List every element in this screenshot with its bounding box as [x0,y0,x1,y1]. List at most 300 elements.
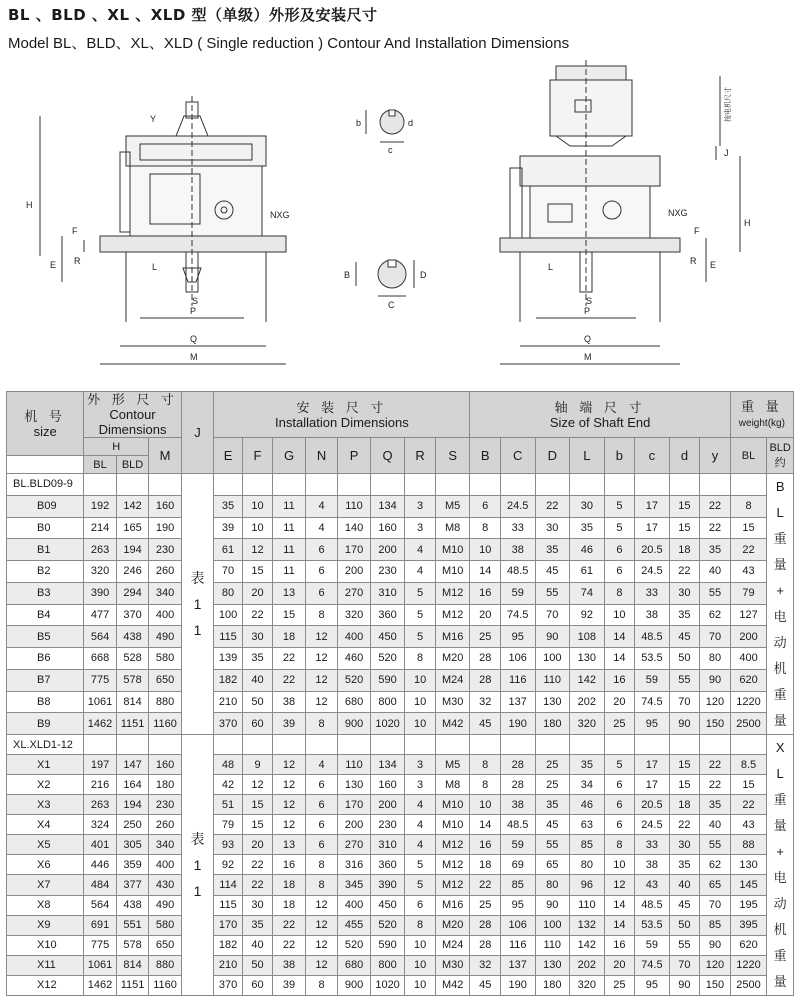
value-cell: 90 [535,626,570,648]
size-cell: X8 [7,895,84,915]
value-cell: 668 [84,648,117,670]
value-cell: 48.5 [500,815,535,835]
value-cell: 32 [470,691,500,713]
value-cell: 95 [500,895,535,915]
dim-M-right: M [584,352,592,362]
value-cell: 39 [273,713,306,735]
section-blank-cell [470,735,500,755]
value-cell: 61 [570,561,605,583]
value-cell: 680 [338,955,371,975]
value-cell: 1220 [730,691,767,713]
table-body [7,474,794,996]
value-cell: 260 [149,561,182,583]
value-cell: 110 [535,669,570,691]
value-cell: 18 [669,539,699,561]
note-char: B [775,479,785,494]
value-cell: M16 [435,895,470,915]
value-cell: 12 [305,955,338,975]
value-cell: 180 [535,713,570,735]
size-cell: X5 [7,835,84,855]
value-cell: 691 [84,915,117,935]
value-cell: M8 [435,775,470,795]
value-cell: 9 [242,755,272,775]
value-cell: 450 [370,895,405,915]
value-cell: 46 [570,795,605,815]
value-cell: 14 [604,626,634,648]
value-cell: 120 [700,691,731,713]
value-cell: 6 [604,795,634,815]
header-H: H [84,438,149,456]
value-cell: 80 [214,582,242,604]
header-weight-bl: BL [730,438,767,474]
value-cell: 360 [370,855,405,875]
section-blank-cell [500,474,535,496]
value-cell: 11 [273,539,306,561]
value-cell: 210 [214,955,242,975]
section-row [7,735,794,755]
size-cell: X2 [7,775,84,795]
value-cell: 3 [405,495,435,517]
value-cell: 16 [470,582,500,604]
section-blank-cell [500,735,535,755]
value-cell: 6 [305,775,338,795]
value-cell: 22 [470,875,500,895]
dim-E-right: E [710,260,717,270]
value-cell: 28 [500,755,535,775]
header-B: B [470,438,500,474]
value-cell: 142 [116,495,149,517]
note-char: 1 [193,596,202,612]
value-cell: 12 [604,875,634,895]
dim-E-left: E [50,260,57,270]
value-cell: 106 [500,915,535,935]
value-cell: 294 [116,582,149,604]
value-cell: 192 [84,495,117,517]
value-cell: 55 [700,582,731,604]
size-cell: B9 [7,713,84,735]
value-cell: 12 [242,775,272,795]
table-row [7,604,794,626]
table-row [7,855,794,875]
value-cell: 1160 [149,713,182,735]
section-blank-cell [338,474,371,496]
value-cell: 150 [700,975,731,995]
section-blank-cell [535,474,570,496]
value-cell: 130 [535,955,570,975]
value-cell: 6 [405,895,435,915]
note-char: 表 [190,831,205,847]
size-cell: B8 [7,691,84,713]
value-cell: 51 [214,795,242,815]
value-cell: 490 [149,895,182,915]
value-cell: M12 [435,835,470,855]
value-cell: M12 [435,604,470,626]
dim-H-left: H [26,200,33,210]
value-cell: 6 [470,495,500,517]
value-cell: 95 [500,626,535,648]
value-cell: 814 [116,691,149,713]
value-cell: 110 [535,935,570,955]
value-cell: 74.5 [635,691,670,713]
value-cell: 15 [242,795,272,815]
value-cell: 11 [273,495,306,517]
value-cell: 8 [604,582,634,604]
value-cell: 35 [242,915,272,935]
value-cell: 1462 [84,975,117,995]
value-cell: 38 [500,539,535,561]
value-cell: 1020 [370,975,405,995]
value-cell: 250 [116,815,149,835]
value-cell: 6 [604,775,634,795]
value-cell: 775 [84,935,117,955]
value-cell: 35 [535,795,570,815]
value-cell: 4 [405,815,435,835]
value-cell: 35 [535,539,570,561]
table-row [7,691,794,713]
value-cell: M10 [435,561,470,583]
value-cell: 92 [570,604,605,626]
table-row [7,626,794,648]
value-cell: 12 [242,539,272,561]
value-cell: 3 [405,517,435,539]
value-cell: 528 [116,648,149,670]
value-cell: 12 [273,795,306,815]
j-note [181,735,214,996]
value-cell: 8.5 [730,755,767,775]
value-cell: 132 [570,915,605,935]
value-cell: 438 [116,626,149,648]
value-cell: 370 [116,604,149,626]
value-cell: 10 [405,713,435,735]
value-cell: 70 [669,691,699,713]
value-cell: 18 [273,875,306,895]
value-cell: 15 [669,495,699,517]
value-cell: 160 [149,755,182,775]
value-cell: 38 [273,955,306,975]
value-cell: 65 [535,855,570,875]
value-cell: 16 [273,855,306,875]
right-reducer-view [500,60,751,364]
value-cell: 43 [730,561,767,583]
value-cell: 62 [700,604,731,626]
value-cell: 202 [570,955,605,975]
value-cell: 182 [214,935,242,955]
value-cell: M24 [435,935,470,955]
table-row [7,517,794,539]
value-cell: 22 [669,561,699,583]
value-cell: 520 [338,669,371,691]
value-cell: 92 [214,855,242,875]
value-cell: 263 [84,795,117,815]
value-cell: 14 [470,561,500,583]
value-cell: 93 [214,835,242,855]
value-cell: 14 [470,815,500,835]
value-cell: 4 [405,561,435,583]
value-cell: 15 [242,561,272,583]
value-cell: 160 [370,517,405,539]
value-cell: 12 [273,775,306,795]
section-blank-cell [405,735,435,755]
value-cell: 115 [214,626,242,648]
value-cell: 216 [84,775,117,795]
value-cell: 12 [305,915,338,935]
value-cell: 230 [149,795,182,815]
value-cell: 520 [338,935,371,955]
dim-L-left: L [152,262,158,272]
note-char: + [776,844,784,859]
value-cell: M42 [435,975,470,995]
value-cell: 50 [242,691,272,713]
section-blank-cell [435,474,470,496]
value-cell: 79 [730,582,767,604]
value-cell: 10 [242,495,272,517]
value-cell: M30 [435,955,470,975]
value-cell: 110 [570,895,605,915]
value-cell: 88 [730,835,767,855]
value-cell: 43 [730,815,767,835]
value-cell: 16 [604,669,634,691]
header-H-bl: BL [84,456,117,474]
value-cell: 90 [700,669,731,691]
value-cell: 10 [405,955,435,975]
size-cell: X1 [7,755,84,775]
section-blank-cell [242,474,272,496]
value-cell: 25 [535,755,570,775]
value-cell: 142 [570,669,605,691]
size-cell: B5 [7,626,84,648]
section-blank-cell [242,735,272,755]
value-cell: 33 [635,582,670,604]
value-cell: 145 [730,875,767,895]
table-row [7,835,794,855]
value-cell: 12 [305,935,338,955]
value-cell: 578 [116,669,149,691]
dim-R-left: R [74,256,81,266]
value-cell: 1462 [84,713,117,735]
value-cell: 24.5 [500,495,535,517]
value-cell: 70 [700,895,731,915]
header-M: M [149,438,182,474]
value-cell: 32 [470,955,500,975]
value-cell: 13 [273,582,306,604]
value-cell: 90 [669,975,699,995]
value-cell: 139 [214,648,242,670]
value-cell: 446 [84,855,117,875]
value-cell: 22 [535,495,570,517]
value-cell: 400 [149,855,182,875]
section-row [7,474,794,496]
value-cell: 775 [84,669,117,691]
table-row [7,561,794,583]
value-cell: 38 [500,795,535,815]
value-cell: 1151 [116,975,149,995]
value-cell: 310 [370,582,405,604]
dim-b: b [356,118,362,128]
header-size: 机 号 size [7,392,84,456]
value-cell: 12 [305,626,338,648]
value-cell: 10 [405,975,435,995]
value-cell: 30 [242,895,272,915]
section-title: BL.BLD09-9 [7,474,84,496]
section-blank-cell [669,474,699,496]
value-cell: 95 [635,975,670,995]
table-row [7,582,794,604]
value-cell: 246 [116,561,149,583]
value-cell: M5 [435,495,470,517]
value-cell: 55 [669,935,699,955]
note-char: 重 [773,531,787,546]
value-cell: 90 [700,935,731,955]
value-cell: 11 [273,517,306,539]
value-cell: 12 [273,755,306,775]
dim-J: J [724,148,729,158]
header-size-blank [7,456,84,474]
value-cell: 15 [669,755,699,775]
section-blank-cell [435,735,470,755]
section-blank-cell [635,474,670,496]
value-cell: 360 [370,604,405,626]
value-cell: 4 [405,795,435,815]
value-cell: 53.5 [635,648,670,670]
value-cell: M10 [435,539,470,561]
value-cell: 115 [214,895,242,915]
value-cell: 1020 [370,713,405,735]
value-cell: 74.5 [500,604,535,626]
value-cell: 142 [570,935,605,955]
header-D: D [535,438,570,474]
value-cell: 110 [338,495,371,517]
header-S: S [435,438,470,474]
value-cell: 130 [535,691,570,713]
header-weight: 重 量 weight(kg) [730,392,793,438]
dim-L-right: L [548,262,554,272]
value-cell: 800 [370,955,405,975]
header-L: L [570,438,605,474]
section-blank-cell [214,474,242,496]
size-cell: X11 [7,955,84,975]
section-blank-cell [405,474,435,496]
value-cell: 5 [405,582,435,604]
header-N: N [305,438,338,474]
value-cell: 6 [305,539,338,561]
value-cell: 4 [305,517,338,539]
value-cell: 270 [338,582,371,604]
value-cell: 35 [669,604,699,626]
value-cell: 59 [500,835,535,855]
value-cell: M10 [435,815,470,835]
value-cell: 260 [149,815,182,835]
value-cell: 35 [242,648,272,670]
section-blank-cell [84,735,117,755]
section-blank-cell [116,474,149,496]
value-cell: 430 [149,875,182,895]
value-cell: 114 [214,875,242,895]
header-G: G [273,438,306,474]
value-cell: 6 [305,561,338,583]
value-cell: 578 [116,935,149,955]
value-cell: 35 [669,855,699,875]
value-cell: 1061 [84,691,117,713]
value-cell: 22 [242,875,272,895]
technical-drawing [0,56,800,380]
value-cell: 20 [242,582,272,604]
value-cell: M10 [435,795,470,815]
value-cell: M20 [435,915,470,935]
value-cell: 28 [470,915,500,935]
size-cell: X4 [7,815,84,835]
section-blank-cell [700,474,731,496]
value-cell: 620 [730,669,767,691]
section-blank-cell [370,474,405,496]
value-cell: 130 [730,855,767,875]
value-cell: 15 [669,517,699,539]
size-cell: X3 [7,795,84,815]
value-cell: 85 [570,835,605,855]
value-cell: 40 [700,561,731,583]
value-cell: 455 [338,915,371,935]
value-cell: 33 [500,517,535,539]
section-blank-cell [116,735,149,755]
value-cell: 130 [570,648,605,670]
section-blank-cell [604,735,634,755]
value-cell: 74 [570,582,605,604]
value-cell: 324 [84,815,117,835]
note-char: 重 [773,687,787,702]
value-cell: 48.5 [635,626,670,648]
value-cell: 490 [149,626,182,648]
value-cell: 22 [730,539,767,561]
value-cell: 50 [669,915,699,935]
value-cell: 18 [273,895,306,915]
value-cell: 108 [570,626,605,648]
value-cell: 55 [535,582,570,604]
header-contour: 外 形 尺 寸 Contour Dimensions [84,392,182,438]
value-cell: 2500 [730,713,767,735]
value-cell: 15 [242,815,272,835]
value-cell: 1061 [84,955,117,975]
value-cell: 150 [700,713,731,735]
value-cell: M12 [435,582,470,604]
value-cell: 40 [669,875,699,895]
value-cell: M12 [435,875,470,895]
value-cell: 4 [405,835,435,855]
value-cell: 20 [242,835,272,855]
value-cell: 170 [214,915,242,935]
value-cell: 22 [669,815,699,835]
value-cell: 25 [604,975,634,995]
value-cell: 10 [405,669,435,691]
value-cell: 160 [149,495,182,517]
value-cell: 70 [214,561,242,583]
size-cell: X12 [7,975,84,995]
value-cell: 305 [116,835,149,855]
value-cell: 53.5 [635,915,670,935]
value-cell: M42 [435,713,470,735]
header-shaft: 轴 端 尺 寸 Size of Shaft End [470,392,730,438]
dim-P-left: P [190,306,197,316]
header-J: J [181,392,214,474]
value-cell: 5 [604,517,634,539]
value-cell: 63 [570,815,605,835]
value-cell: 30 [570,495,605,517]
value-cell: 200 [370,795,405,815]
note-char: 量 [773,713,787,728]
value-cell: 22 [273,648,306,670]
value-cell: 8 [470,755,500,775]
dim-Q-left: Q [190,334,198,344]
value-cell: 134 [370,495,405,517]
value-cell: 50 [669,648,699,670]
